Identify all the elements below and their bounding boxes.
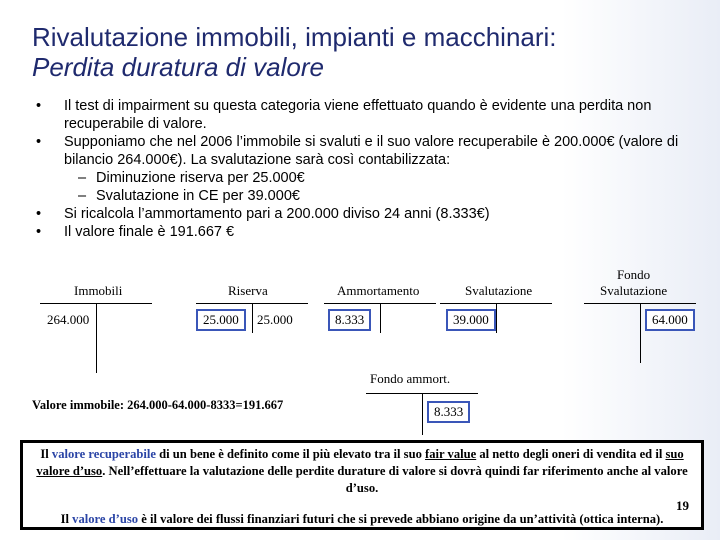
sub-bullet-item: – Diminuzione riserva per 25.000€	[36, 169, 696, 187]
account-immobili-title: Immobili	[74, 283, 123, 298]
account-fondo-svalutazione-credit: 64.000	[645, 309, 695, 331]
def1-text: . Nell’effettuare la valutazione delle perdite durature di valore si dovrà quindi far riferimento anche al valore d’uso.	[102, 464, 688, 495]
def2-text: Il	[60, 512, 73, 526]
account-fondo-svalutazione-title	[600, 267, 667, 299]
slide-title-line2: Perdita duratura di valore	[32, 52, 324, 82]
definitions-box	[20, 440, 704, 530]
slide-title-line1: Rivalutazione immobili, impianti e macchinari:	[32, 22, 557, 52]
def2-term-valore-uso: valore d’uso	[72, 512, 139, 526]
account-immobili-debit: 264.000	[47, 312, 90, 327]
account-ammortamento-title: Ammortamento	[337, 283, 420, 298]
account-fondo-ammort-vline	[422, 393, 423, 435]
def1-text: Il	[40, 447, 52, 461]
valore-immobile-calc: Valore immobile: 264.000-64.000-8333=191.667	[32, 398, 284, 412]
account-immobili-vline	[96, 303, 97, 373]
def1-text: al netto degli oneri di vendita ed il	[476, 447, 666, 461]
slide-title	[32, 22, 557, 82]
account-riserva-vline	[252, 303, 253, 333]
account-fondo-svalutazione-vline	[640, 303, 641, 363]
def1-text: di un bene è definito come il più elevato tra il suo	[156, 447, 426, 461]
page-number: 19	[676, 498, 689, 513]
def1-term-valore-recuperabile: valore recuperabile	[51, 447, 156, 461]
definition-valore-recuperabile	[27, 446, 697, 497]
account-riserva-credit: 25.000	[257, 312, 293, 327]
def2-text: è il valore dei flussi finanziari futuri che si prevede abbiano origine da un’attività (ottica interna).	[138, 512, 664, 526]
account-riserva-debit: 25.000	[196, 309, 246, 331]
account-svalutazione-debit: 39.000	[446, 309, 496, 331]
def1-term-fair-value: fair value	[425, 447, 477, 461]
account-svalutazione-title: Svalutazione	[465, 283, 533, 298]
bullet-item: • Il test di impairment su questa categoria viene effettuato quando è evidente una perdita non recuperabile di valore.	[36, 97, 696, 133]
account-fondo-ammort-credit: 8.333	[427, 401, 470, 423]
def1-term-valore-uso: suo valore d’uso	[36, 447, 684, 478]
sub-bullet-item: – Svalutazione in CE per 39.000€	[36, 187, 696, 205]
account-ammortamento-debit: 8.333	[328, 309, 371, 331]
account-fondo-svalutazione-title-line2: Svalutazione	[600, 283, 668, 298]
account-fondo-ammort-title: Fondo ammort.	[370, 371, 451, 386]
bullet-list	[36, 97, 696, 241]
bullet-item: • Il valore finale è 191.667 €	[36, 223, 696, 241]
account-fondo-svalutazione-title-line1: Fondo	[616, 267, 651, 282]
definition-valore-uso	[23, 511, 701, 528]
account-svalutazione-vline	[496, 303, 497, 333]
bullet-item: • Supponiamo che nel 2006 l’immobile si svaluti e il suo valore recuperabile è 200.000€ (valore di bilancio 264.000€). La svalutazione sarà così contabilizzata:	[36, 133, 696, 169]
account-riserva-title: Riserva	[228, 283, 268, 298]
bullet-item: • Si ricalcola l’ammortamento pari a 200.000 diviso 24 anni (8.333€)	[36, 205, 696, 223]
account-ammortamento-vline	[380, 303, 381, 333]
